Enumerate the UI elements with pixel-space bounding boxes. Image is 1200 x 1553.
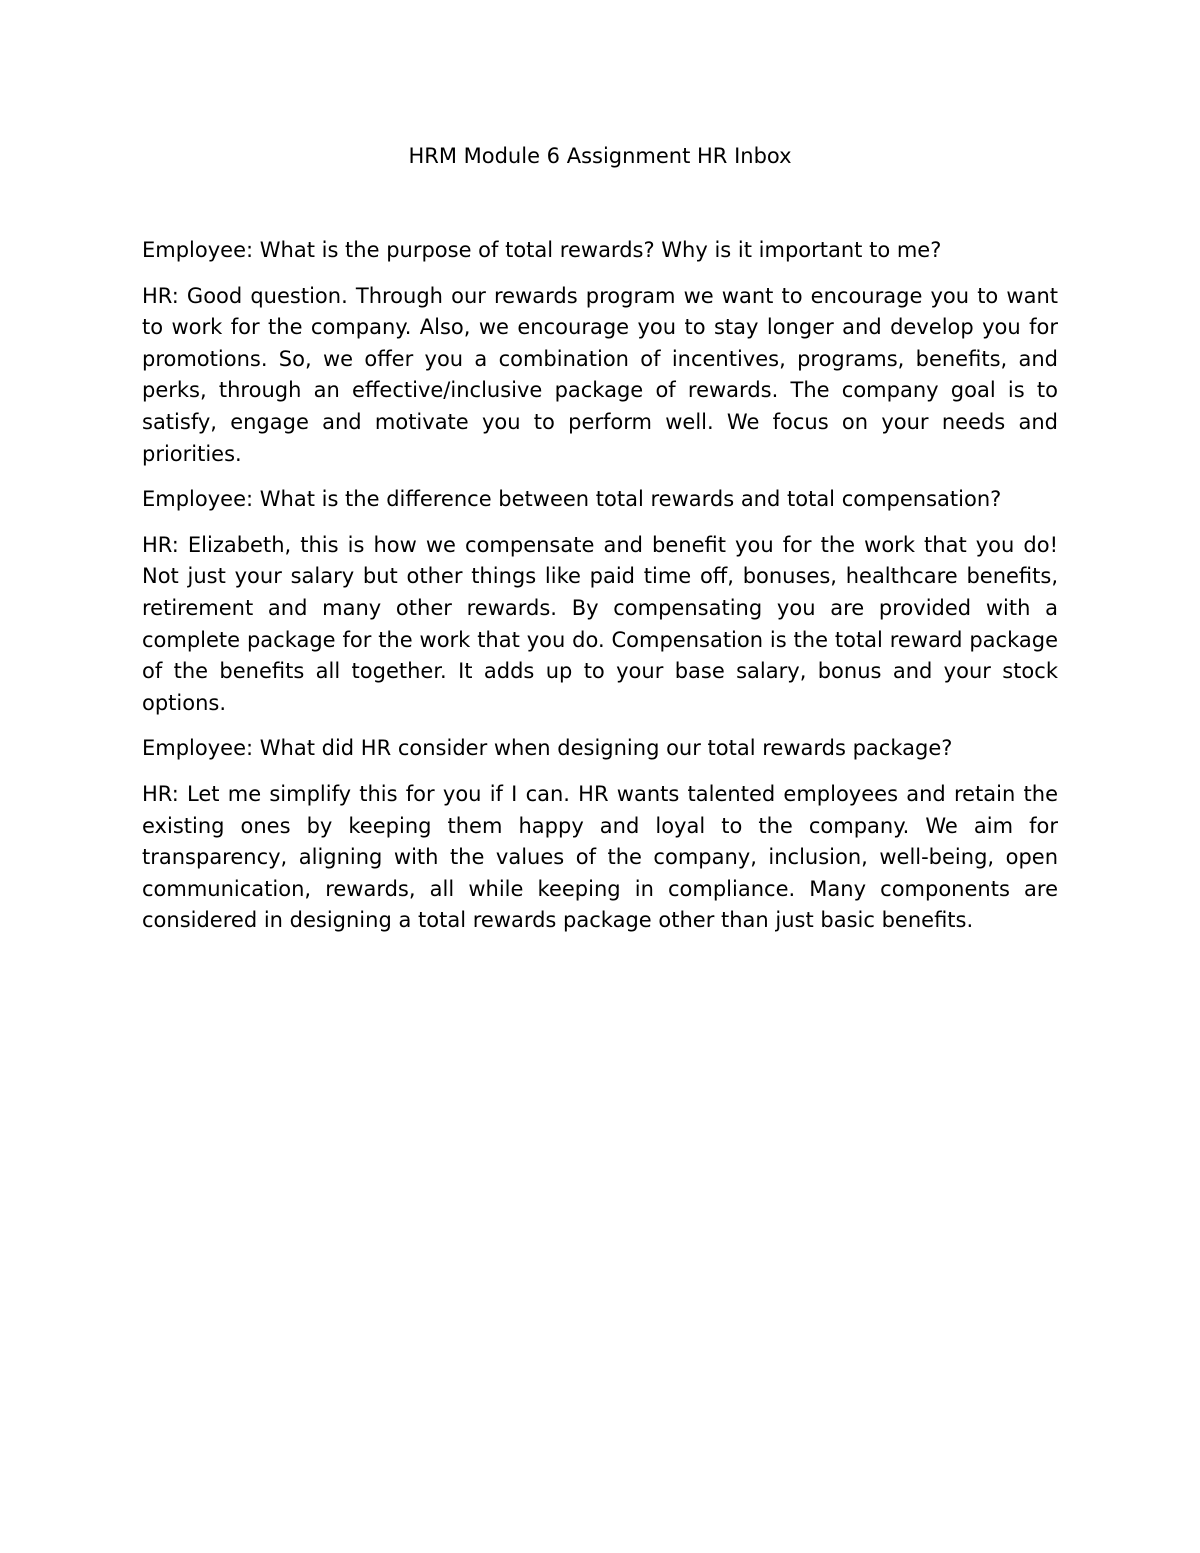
employee-question-1: Employee: What is the purpose of total rewards? Why is it important to me? — [142, 238, 942, 262]
document-title: HRM Module 6 Assignment HR Inbox — [408, 144, 792, 168]
document-body — [142, 235, 1058, 951]
employee-question-2: Employee: What is the difference between total rewards and total compensation? — [142, 487, 1002, 512]
hr-answer-1: HR: Good question. Through our rewards program we want to encourage you to want to work for the company. Also, we encourage you to stay longer and develop you for promotions. So, we offer you a combination of incentives, programs, benefits, and perks, through an effective/inclusive package of rewards. The company goal is to satisfy, engage and motivate you to perform well. We focus on your needs and priorities. — [142, 283, 1058, 466]
hr-answer-2: HR: Elizabeth, this is how we compensate and benefit you for the work that you do! Not just your salary but other things like paid time off, bonuses, healthcare benefits, retirement and many other rewards. By compensating you are provided with a complete package for the work that you do. Compensation is the total reward package of the benefits all together. It adds up to your base salary, bonus and your stock options. — [142, 532, 1058, 715]
employee-question-3: Employee: What did HR consider when designing our total rewards package? — [142, 736, 953, 761]
hr-answer-3: HR: Let me simplify this for you if I can. HR wants talented employees and retain the existing ones by keeping them happy and loyal to the company. We aim for transparency, aligning with the values of the company, inclusion, well-being, open communication, rewards, all while keeping in compliance. Many components are considered in designing a total rewards package other than just basic benefits. — [142, 781, 1058, 933]
